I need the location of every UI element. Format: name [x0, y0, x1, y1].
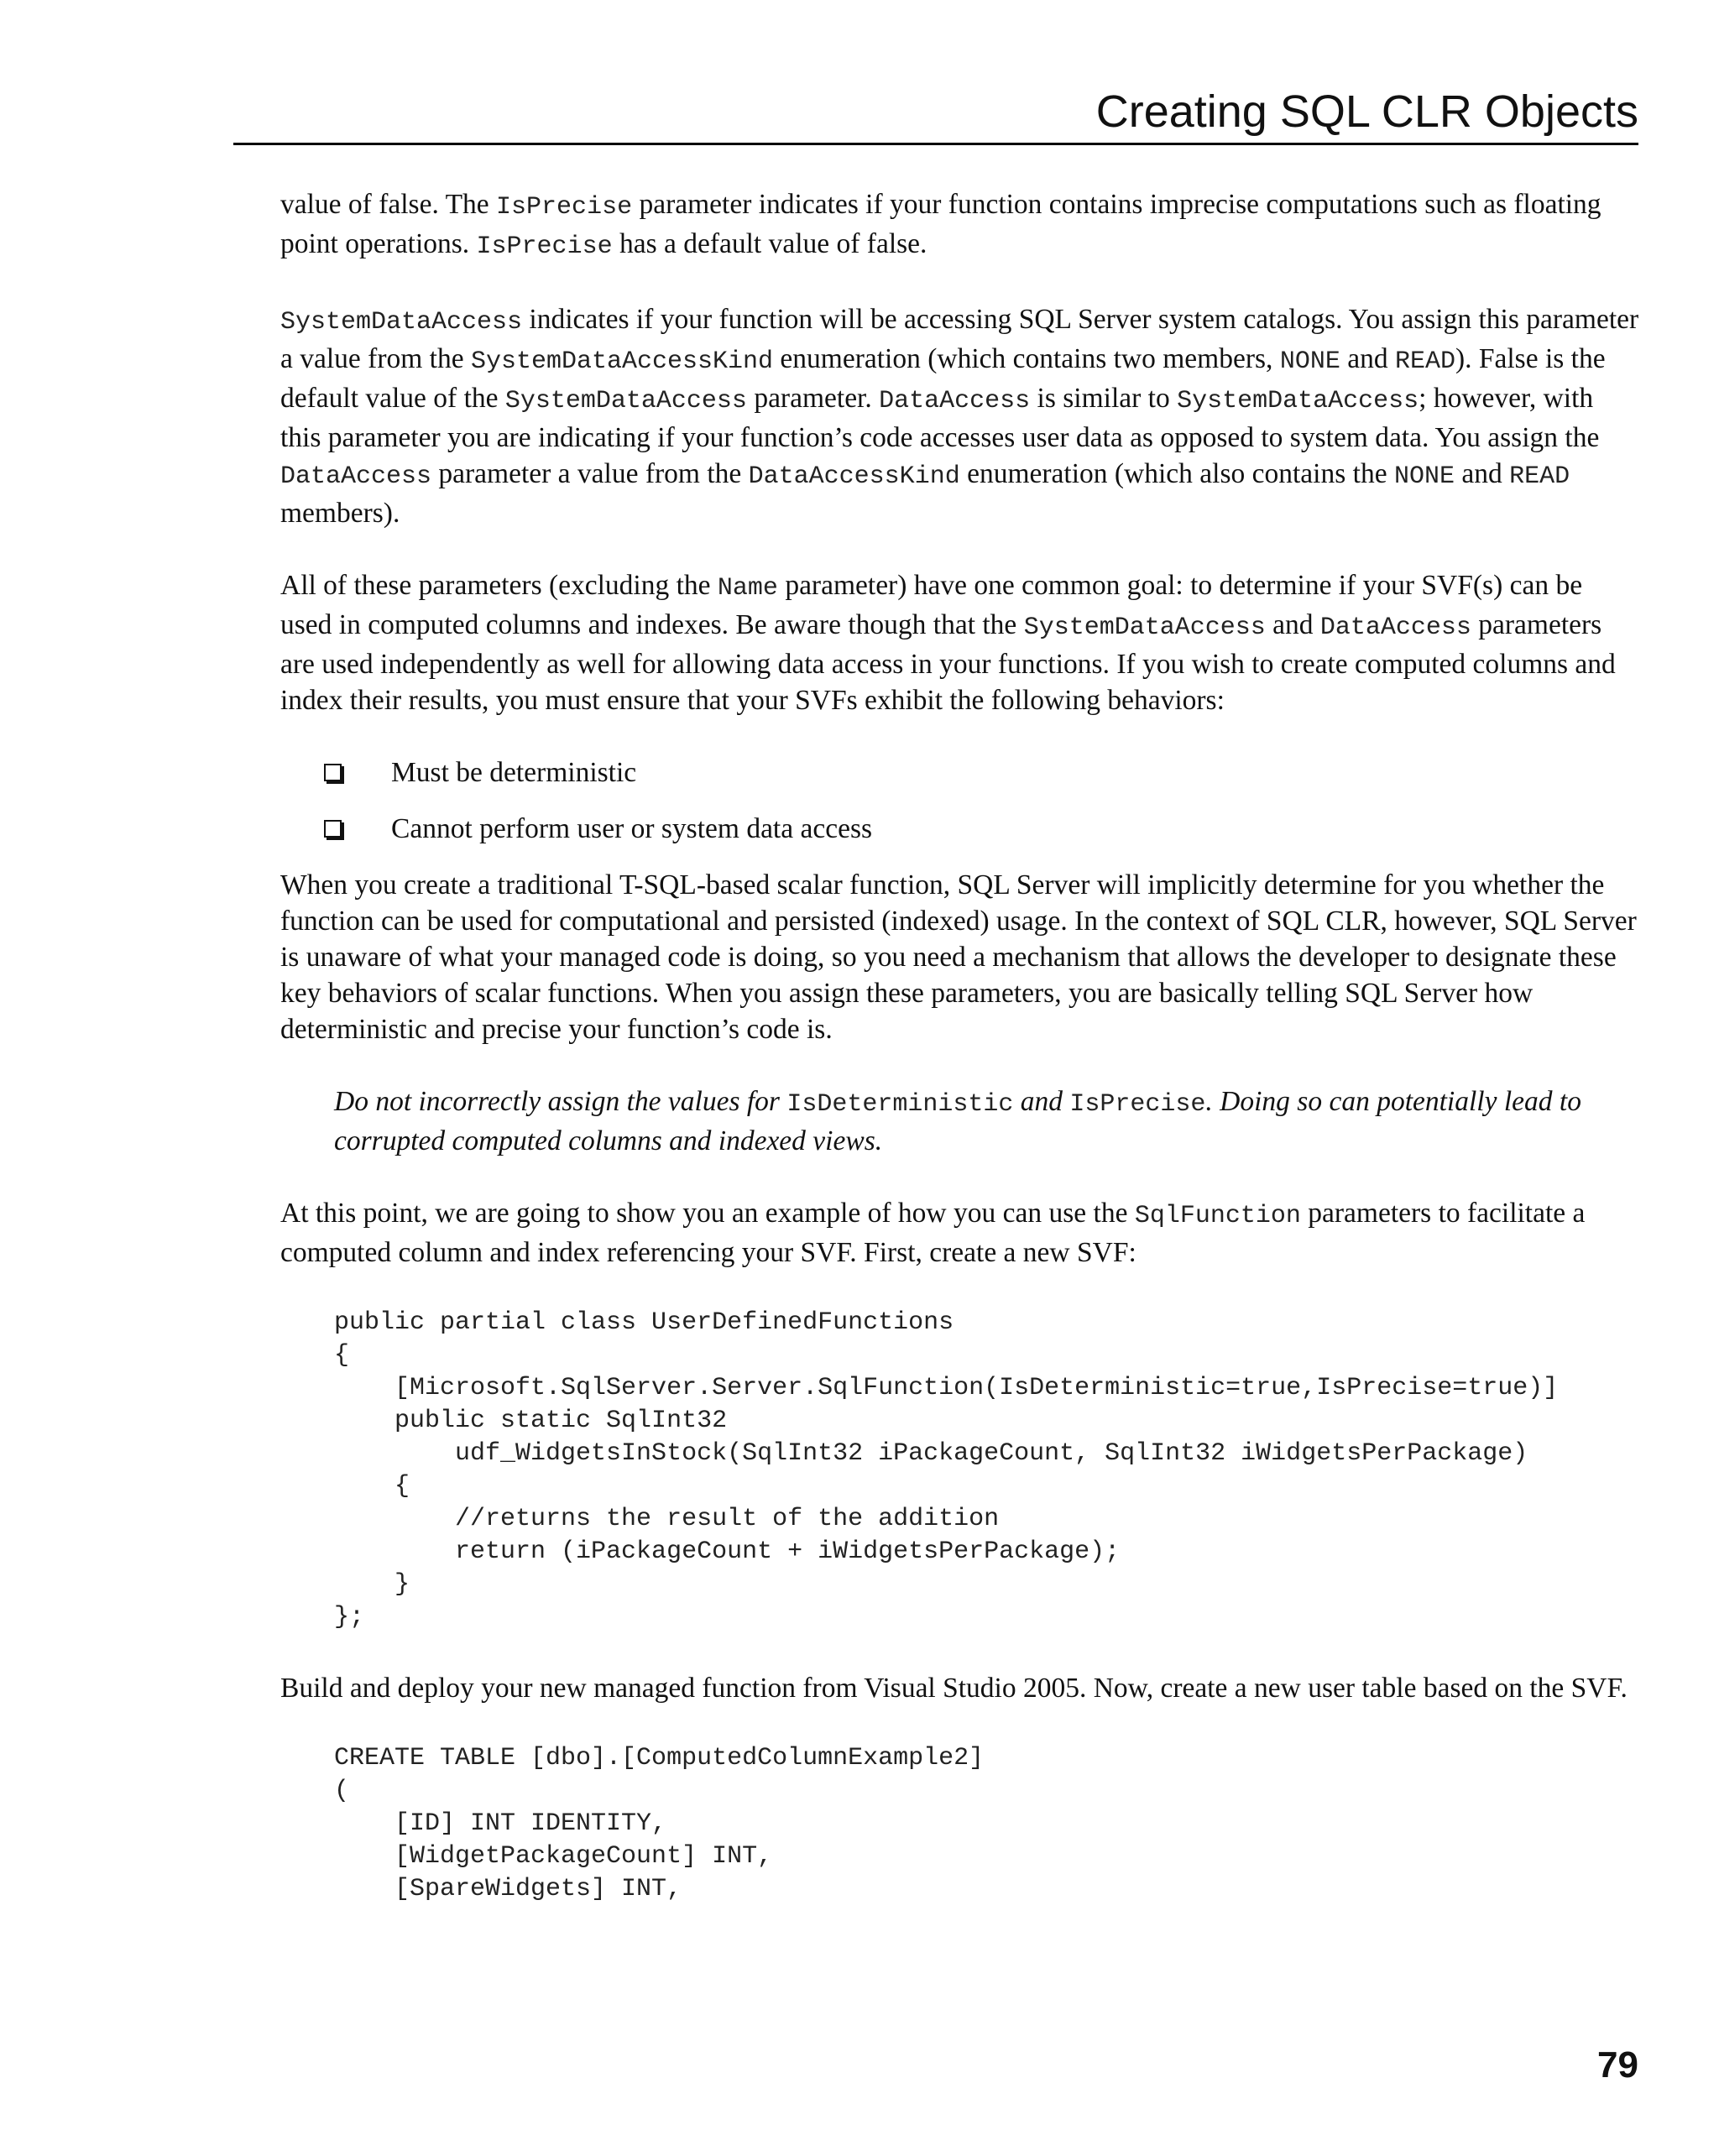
code-listing-svf: public partial class UserDefinedFunctions { [Microsoft.SqlServer.Server.SqlFunction(IsDeterministic=true,IsPrecise=true)] public static SqlInt32 udf_WidgetsInStock(SqlInt32 iPackageCount, SqlInt32 iWidgetsPerPackage) { //returns the result of the addition return (iPackageCount + iWidgetsPerPackage); } }; — [334, 1308, 1559, 1631]
inline-code: DataAccess — [280, 462, 432, 491]
bullet-item — [280, 754, 1640, 791]
text-run: parameter. — [746, 383, 880, 414]
inline-code: SystemDataAccess — [1177, 387, 1419, 415]
inline-code: DataAccessKind — [748, 462, 960, 491]
text-run: Do not incorrectly assign the values for — [334, 1086, 787, 1117]
text-run: All of these parameters (excluding the — [280, 570, 718, 601]
inline-code: DataAccess — [879, 387, 1031, 415]
text-run: parameter indicates if your function contains imprecise computations such as floating point operations. — [280, 189, 1601, 259]
text-run: and — [1454, 458, 1510, 489]
inline-code: NONE — [1279, 347, 1340, 376]
code-listing-table: CREATE TABLE [dbo].[ComputedColumnExample2] ( [ID] INT IDENTITY, [WidgetPackageCount] INT, [SpareWidgets] INT, — [334, 1744, 985, 1903]
text-run: At this point, we are going to show you an example of how you can use the — [280, 1198, 1135, 1229]
paragraph — [280, 567, 1640, 718]
text-run: is similar to — [1030, 383, 1178, 414]
checkbox-bullet-icon — [324, 764, 342, 781]
bullet-list — [280, 754, 1640, 847]
paragraph — [280, 1195, 1640, 1271]
inline-code: IsPrecise — [496, 193, 633, 222]
paragraph — [280, 186, 1640, 265]
inline-code: NONE — [1393, 462, 1455, 491]
checkbox-bullet-icon — [324, 820, 342, 838]
bullet-item — [280, 811, 1640, 847]
inline-code: IsDeterministic — [786, 1090, 1014, 1119]
text-run: has a default value of false. — [612, 228, 927, 259]
inline-code: READ — [1394, 347, 1455, 376]
text-run: enumeration (which contains two members, — [773, 343, 1280, 374]
inline-code: SystemDataAccess — [1023, 613, 1266, 642]
text-run: value of false. The — [280, 189, 497, 220]
inline-code: SystemDataAccessKind — [470, 347, 774, 376]
inline-code: Name — [717, 574, 778, 603]
text-run: ; however, with this parameter you are indicating if your function’s code accesses user data as opposed to system data. You assign the — [280, 383, 1600, 453]
text-run: enumeration (which also contains the — [959, 458, 1394, 489]
inline-code: READ — [1509, 462, 1570, 491]
text-run: members). — [280, 498, 400, 529]
paragraph — [280, 301, 1640, 531]
note — [334, 1083, 1593, 1159]
text-run: parameter a value from the — [431, 458, 749, 489]
text-run: parameters to facilitate a computed column and index referencing your SVF. First, create a new SVF: — [280, 1198, 1586, 1268]
text-run: and — [1013, 1086, 1070, 1117]
paragraph — [280, 867, 1640, 1047]
text-run: indicates if your function will be accessing SQL Server system catalogs. You assign this parameter a value from the — [280, 304, 1639, 374]
text-run: parameters are used independently as well for allowing data access in your functions. If you wish to create computed columns and index their results, you must ensure that your SVFs exhibit the following behaviors: — [280, 609, 1616, 716]
page-body — [280, 186, 1640, 1942]
paragraph — [280, 1670, 1640, 1706]
text-run: and — [1265, 609, 1320, 640]
inline-code: SystemDataAccess — [504, 387, 747, 415]
text-run: When you create a traditional T-SQL-based scalar function, SQL Server will implicitly determine for you whether the function can be used for computational and persisted (indexed) usage. In the context of SQL CLR, however, SQL Server is unaware of what your managed code is doing, so you need a mechanism that allows the developer to designate these key behaviors of scalar functions. When you assign these parameters, you are basically telling SQL Server how deterministic and precise your function’s code is. — [280, 869, 1637, 1045]
chapter-title: Creating SQL CLR Objects — [1095, 86, 1638, 137]
inline-code: SystemDataAccess — [280, 308, 523, 337]
text-run: parameter) have one common goal: to determine if your SVF(s) can be used in computed columns and indexes. Be aware though that the — [280, 570, 1583, 640]
running-header — [233, 84, 1638, 145]
bullet-text: Must be deterministic — [391, 757, 637, 788]
inline-code: DataAccess — [1319, 613, 1471, 642]
text-run: and — [1340, 343, 1395, 374]
text-run: Build and deploy your new managed function from Visual Studio 2005. Now, create a new user table based on the SVF. — [280, 1673, 1628, 1704]
inline-code: IsPrecise — [1069, 1090, 1206, 1119]
text-run: ). False is the default value of the — [280, 343, 1606, 414]
text-run: . Doing so can potentially lead to corrupted computed columns and indexed views. — [334, 1086, 1581, 1156]
inline-code: SqlFunction — [1134, 1202, 1301, 1230]
page-number: 79 — [1597, 2044, 1638, 2086]
bullet-text: Cannot perform user or system data access — [391, 813, 873, 844]
inline-code: IsPrecise — [476, 232, 613, 261]
